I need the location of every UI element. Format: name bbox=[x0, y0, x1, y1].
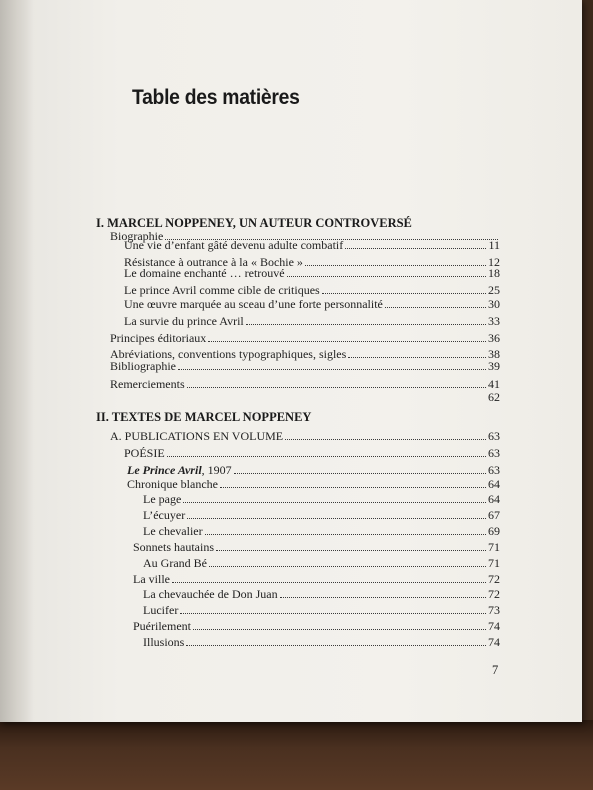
dot-leader bbox=[216, 550, 486, 551]
toc-entry-page: 30 bbox=[488, 297, 500, 311]
toc-entry-label: La chevauchée de Don Juan bbox=[143, 587, 278, 601]
toc-entry-page: 74 bbox=[488, 619, 500, 633]
toc-entry-page: 71 bbox=[488, 556, 500, 570]
toc-entry-page: 63 bbox=[488, 429, 500, 443]
toc-entry[interactable] bbox=[143, 491, 500, 507]
toc-entry-page: 41 bbox=[488, 377, 500, 391]
toc-entry-label: Lucifer bbox=[143, 603, 179, 617]
toc-entry-page: 73 bbox=[488, 603, 500, 617]
toc-entry-label: L’écuyer bbox=[143, 508, 186, 522]
dot-leader bbox=[205, 534, 486, 535]
toc-entry-label-rest: , 1907 bbox=[201, 463, 232, 477]
toc-entry[interactable] bbox=[133, 571, 500, 587]
toc-entry[interactable] bbox=[124, 313, 500, 329]
dot-leader bbox=[186, 645, 486, 646]
toc-entry-page: 72 bbox=[488, 572, 500, 586]
toc-entry-trailing bbox=[110, 389, 500, 405]
toc-entry[interactable] bbox=[133, 539, 500, 555]
toc-entry-page: 62 bbox=[488, 390, 500, 404]
toc-entry-label: Principes éditoriaux bbox=[110, 331, 207, 345]
toc-entry[interactable] bbox=[143, 523, 500, 539]
table-surface bbox=[0, 720, 593, 790]
section-heading-2: II. TEXTES DE MARCEL NOPPENEY bbox=[96, 410, 312, 424]
toc-entry-label: Le prince Avril comme cible de critiques bbox=[124, 283, 320, 297]
dot-leader bbox=[193, 629, 486, 630]
toc-entry-label: Puérilement bbox=[133, 619, 191, 633]
dot-leader bbox=[234, 473, 486, 474]
toc-entry-page: 63 bbox=[488, 446, 500, 460]
toc-entry[interactable] bbox=[143, 555, 500, 571]
dot-leader bbox=[280, 597, 486, 598]
dot-leader bbox=[322, 293, 486, 294]
toc-entry-label-italic: Le Prince Avril bbox=[127, 463, 202, 477]
toc-entry[interactable] bbox=[143, 507, 500, 523]
toc-entry-label: A. PUBLICATIONS EN VOLUME bbox=[110, 429, 284, 443]
toc-entry-label: Bibliographie bbox=[110, 359, 176, 373]
toc-entry-page: 64 bbox=[488, 492, 500, 506]
dot-leader bbox=[345, 248, 486, 249]
toc-entry-label: Le page bbox=[143, 492, 182, 506]
dot-leader bbox=[385, 307, 486, 308]
toc-entry-page: 12 bbox=[488, 255, 500, 269]
toc-entry-page: 74 bbox=[488, 635, 500, 649]
toc-entry-label: Une œuvre marquée au sceau d’une forte personnalité bbox=[124, 297, 383, 311]
toc-entry-label: Au Grand Bé bbox=[143, 556, 207, 570]
toc-entry-label: Le chevalier bbox=[143, 524, 203, 538]
dot-leader bbox=[180, 613, 486, 614]
toc-entry-label: Abréviations, conventions typographiques, sigles bbox=[110, 347, 347, 361]
toc-entry-label: Biographie bbox=[110, 229, 164, 243]
dot-leader bbox=[167, 456, 486, 457]
toc-entry-page: 36 bbox=[488, 331, 500, 345]
toc-entry-label: Remerciements bbox=[110, 377, 185, 391]
dot-leader bbox=[220, 487, 486, 488]
toc-entry[interactable] bbox=[143, 634, 500, 650]
toc-entry-label: POÉSIE bbox=[124, 446, 165, 460]
section-heading-1: I. MARCEL NOPPENEY, UN AUTEUR CONTROVERSÉ bbox=[96, 216, 412, 230]
toc-entry[interactable] bbox=[127, 476, 500, 492]
page-number: 7 bbox=[492, 663, 499, 677]
toc-entry[interactable] bbox=[124, 445, 500, 461]
toc-entry-label: La ville bbox=[133, 572, 170, 586]
toc-entry[interactable] bbox=[124, 237, 500, 253]
dot-leader bbox=[209, 566, 486, 567]
toc-entry-page: 67 bbox=[488, 508, 500, 522]
toc-entry-page: 71 bbox=[488, 540, 500, 554]
dot-leader bbox=[183, 502, 486, 503]
toc-entry-label: Illusions bbox=[143, 635, 185, 649]
dot-leader bbox=[187, 518, 486, 519]
toc-entry-label: Une vie d’enfant gâté devenu adulte combatif bbox=[124, 238, 344, 252]
toc-entry-page: 39 bbox=[488, 359, 500, 373]
toc-entry-page: 64 bbox=[488, 477, 500, 491]
dot-leader bbox=[287, 276, 486, 277]
toc-entry-page: 38 bbox=[488, 347, 500, 361]
dot-leader bbox=[172, 582, 486, 583]
toc-entry-label: La survie du prince Avril bbox=[124, 314, 244, 328]
dot-leader bbox=[208, 341, 486, 342]
dot-leader bbox=[246, 324, 486, 325]
toc-entry-page: 63 bbox=[488, 463, 500, 477]
toc-entry[interactable] bbox=[124, 265, 500, 281]
toc-entry-page: 33 bbox=[488, 314, 500, 328]
toc-entry-page: 18 bbox=[488, 266, 500, 280]
toc-entry[interactable] bbox=[110, 330, 500, 346]
toc-entry[interactable] bbox=[133, 618, 500, 634]
page-title: Table des matières bbox=[132, 86, 300, 109]
toc-entry-page: 11 bbox=[488, 238, 500, 252]
toc-entry-page: 69 bbox=[488, 524, 500, 538]
dot-leader bbox=[178, 369, 486, 370]
toc-entry-page: 72 bbox=[488, 587, 500, 601]
toc-entry-page: 25 bbox=[488, 283, 500, 297]
toc-entry-label: Chronique blanche bbox=[127, 477, 218, 491]
toc-entry[interactable] bbox=[124, 296, 500, 312]
toc-entry-label: Sonnets hautains bbox=[133, 540, 214, 554]
toc-entry[interactable] bbox=[143, 602, 500, 618]
toc-entry-label: Le domaine enchanté … retrouvé bbox=[124, 266, 285, 280]
dot-leader bbox=[187, 387, 486, 388]
dot-leader bbox=[285, 439, 486, 440]
toc-entry-label: Résistance à outrance à la « Bochie » bbox=[124, 255, 303, 269]
toc-entry[interactable] bbox=[110, 358, 500, 374]
toc-entry[interactable] bbox=[110, 428, 500, 444]
toc-entry[interactable] bbox=[143, 586, 500, 602]
